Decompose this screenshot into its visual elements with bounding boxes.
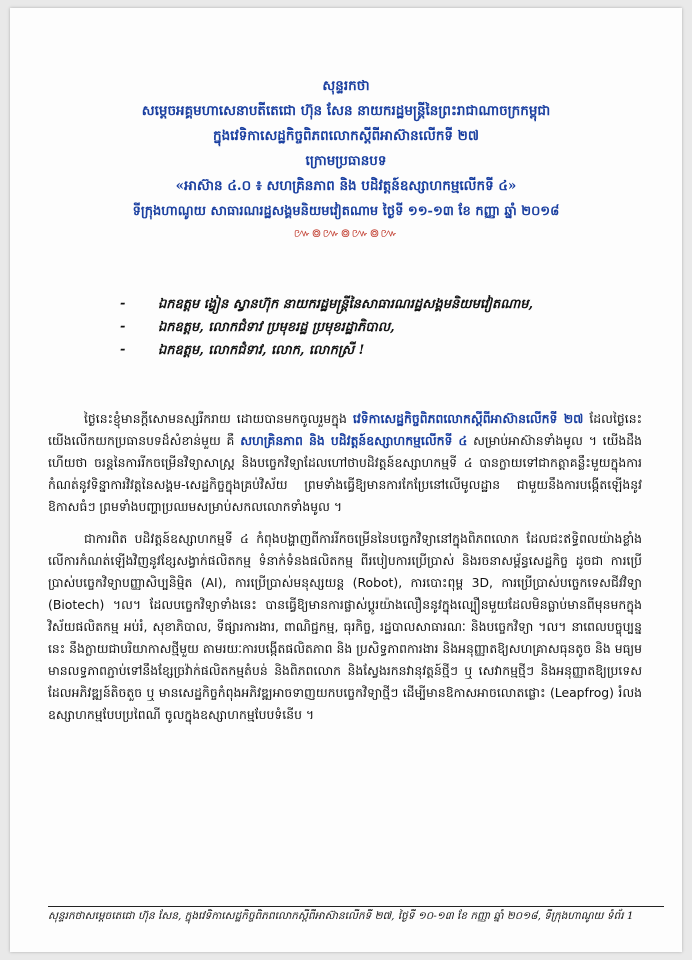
speaker-title: សម្តេចអគ្គមហាសេនាបតីតេជោ ហ៊ុន សែន នាយករដ្ឋមន្ត្រីនៃព្រះរាជាណាចក្រកម្ពុជា (141, 103, 551, 119)
document-page (10, 8, 682, 952)
paragraph-text: ថ្ងៃនេះខ្ញុំមានក្តីសោមនស្សរីករាយ ដោយបានមកចូលរួមក្នុង (84, 411, 353, 426)
paragraph-text: ដែលថ្ងៃនេះយើងលើកយកប្រធានបទដ៏សំខាន់មួយ គឺ (48, 411, 643, 448)
greeting-dash: - (120, 296, 126, 311)
page-footer: សុន្ទរកថាសម្តេចតេជោ ហ៊ុន សែន, ក្នុងវេទិកាសេដ្ឋកិច្ចពិភពលោកស្តីពីអាស៊ានលើកទី ២៧, ថ្ងៃទី ១០-១៣ ខែ កញ្ញា ឆ្នាំ ២០១៨, ទីក្រុងហាណូយ ទំព័រ 1 (48, 906, 664, 925)
speech-header (30, 74, 662, 242)
speech-body (48, 408, 642, 736)
theme-highlight: សហគ្រិនភាព និង បដិវត្តន៍ឧស្សាហកម្មលើកទី ៤ (240, 433, 468, 448)
under-theme-label: ក្រោមប្រធានបទ (305, 153, 387, 169)
greeting-dash: - (120, 342, 126, 357)
paragraph-1 (48, 408, 642, 518)
paragraph-2: ជាការពិត បដិវត្តន៍ឧស្សាហកម្មទី ៤ កំពុងបង្ហាញពីការរីកចម្រើននៃបច្ចេកវិទ្យានៅក្នុងពិភពលោក ដែលជះឥទ្ធិពលយ៉ាងខ្លាំងលើការកំណត់ឡើងវិញនូវខ្សែសង្វាក់ផលិតកម្ម ទំនាក់ទំនងផលិតកម្ម ពីរបៀបការប្រើប្រាស់ និងរចនាសម្ព័ន្ធសេដ្ឋកិច្ច ដូចជា ការប្រើប្រាស់បច្ចេកវិទ្យាបញ្ញាសិប្បនិម្មិត (AI), ការប្រើប្រាស់មនុស្សយន្ត (Robot), ការបោះពុម្ព 3D, ការប្រើប្រាស់បច្ចេកទេសជីវវិទ្យា (Biotech) ។ល។ ដែលបច្ចេកវិទ្យាទាំងនេះ បានធ្វើឱ្យមានការផ្លាស់ប្តូរយ៉ាងលឿននូវក្នុងល្បឿនមួយដែលមិនធ្លាប់មានពីមុនមកក្នុងវិស័យផលិតកម្ម អប់រំ, សុខាភិបាល, ទីផ្សារការងារ, ពាណិជ្ជកម្ម, ធុរកិច្ច, រដ្ឋបាលសាធារណៈ និងបច្ចេកវិទ្យា ។ល។ នាពេលបច្ចុប្បន្ននេះ នឹងក្លាយជាបរិយាកាសថ្មីមួយ តាមរយៈការបង្កើតផលិតភាព និង ប្រសិទ្ធភាពការងារ និងអនុញ្ញាតឱ្យសហគ្រាសធុនតូច និង មធ្យម មានលទ្ធភាពភ្ជាប់ទៅនឹងខ្សែច្រវ៉ាក់ផលិតកម្មតំបន់ និងពិភពលោក និងស្វែងរកនវានុវត្តន៍ថ្មីៗ ឬ សេវាកម្មថ្មីៗ និងអនុញ្ញាតឱ្យប្រទេសដែលអភិវឌ្ឍន៍តិចតួច ឬ មានសេដ្ឋកិច្ចកំពុងអភិវឌ្ឍអាចទាញយកបច្ចេកវិទ្យាថ្មីៗ ដើម្បីមានឱកាសអាចលោតផ្លោះ (Leapfrog) រំលងឧស្សាហកម្មបែបប្រពៃណី ចូលក្នុងឧស្សាហកម្មបែបទំនើប ។ (48, 531, 643, 722)
place-date: ទីក្រុងហាណូយ សាធារណរដ្ឋសង្គមនិយមវៀតណាម ថ្ងៃទី ១១-១៣ ខែ កញ្ញា ឆ្នាំ ២០១៨ (132, 204, 560, 219)
greeting-text: ឯកឧត្តម ង្វៀន ស្វានហ៊ុក នាយករដ្ឋមន្ត្រីនៃសាធារណរដ្ឋសង្គមនិយមវៀតណាម, (158, 297, 534, 312)
greeting-text: ឯកឧត្តម, លោកជំទាវ ប្រមុខរដ្ឋ ប្រមុខរដ្ឋាភិបាល, (158, 320, 395, 335)
theme-title: «អាស៊ាន ៤.០ ៖ សហគ្រិនភាព និង បដិវត្តន៍ឧស្សាហកម្មលើកទី ៤» (175, 178, 517, 194)
paragraph-text: សម្រាប់អាស៊ានទាំងមូល ។ យើងដឹងហើយថា ចរន្តនៃការរីកចម្រើនវិទ្យាសាស្ត្រ និងបច្ចេកវិទ្យាដែលហៅថាបដិវត្តន៍ឧស្សាហកម្មទី ៤ បានក្លាយទៅជាកត្តាគន្លឹះមួយក្នុងការកំណត់នូវទិន្នាការវិវត្តនៃសង្គម-សេដ្ឋកិច្ចក្នុងគ្រប់វិស័យ ព្រមទាំងធ្វើឱ្យមានការកែប្រែនៅលើមូលដ្ឋាន ជាមួយនឹងការបង្កើតឡើងនូវឱកាសធំៗ ព្រមទាំងបញ្ហាប្រឈមសម្រាប់សកលលោកទាំងមូល ។ (48, 433, 642, 514)
event-title: ក្នុងវេទិកាសេដ្ឋកិច្ចពិភពលោកស្តីពីអាស៊ានលើកទី ២៧ (213, 128, 479, 144)
decorative-motif: ៚៙៚៙៚៙៚ (293, 226, 399, 240)
greeting-text: ឯកឧត្តម, លោកជំទាវ, លោក, លោកស្រី ! (158, 343, 365, 358)
greeting-dash: - (120, 319, 126, 334)
speech-label: សុន្ទរកថា (322, 78, 370, 94)
forum-name-highlight: វេទិកាសេដ្ឋកិច្ចពិភពលោកស្តីពីអាស៊ានលើកទី ២៧ (352, 411, 584, 426)
